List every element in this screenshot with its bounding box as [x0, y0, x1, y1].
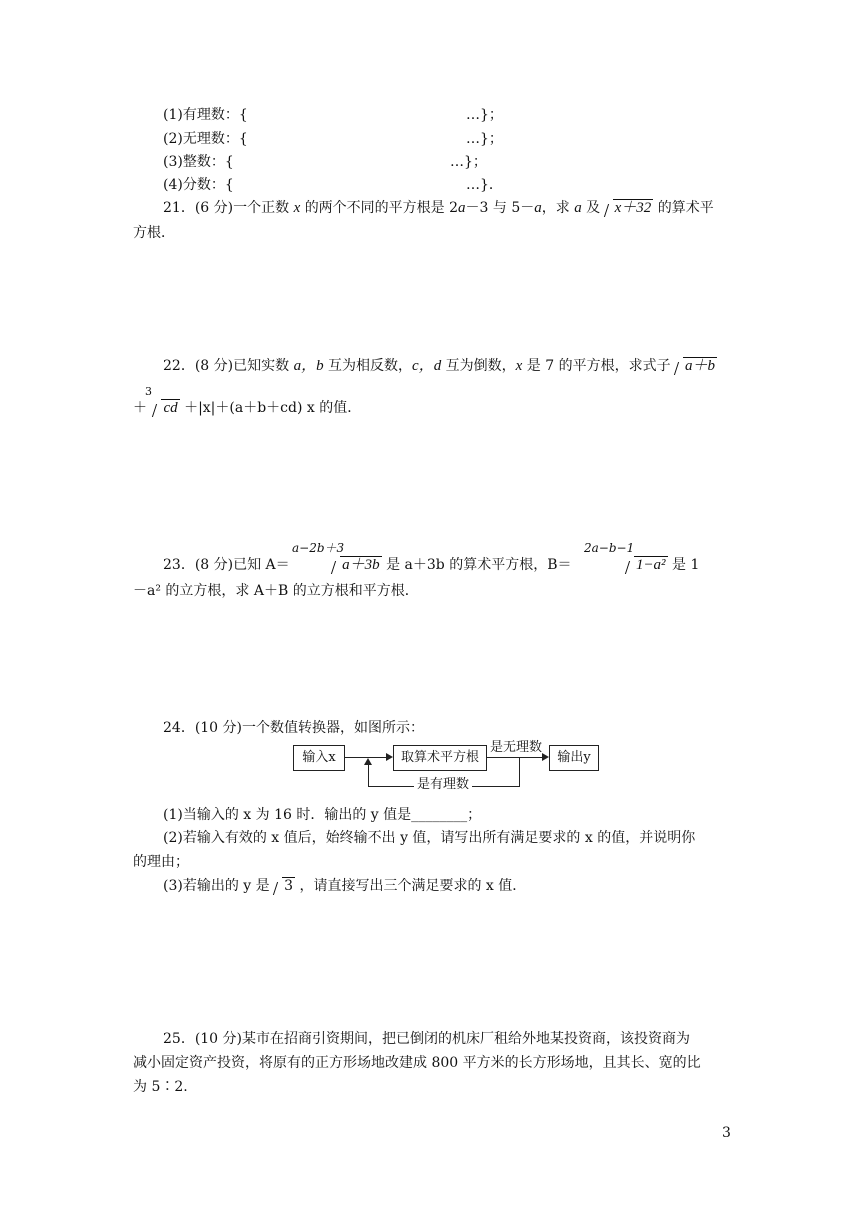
set-rational-label: (1)有理数：{ [163, 107, 248, 123]
q24-sub2-line2: 的理由； [133, 854, 189, 870]
q23-index-1: a−2b＋3 [292, 541, 345, 555]
flow-arrow-line-2 [486, 757, 542, 758]
set-fraction-tail: …}． [466, 177, 503, 193]
q22-radical-1: a＋b [685, 358, 716, 374]
q23-line2: －a² 的立方根，求 A＋B 的立方根和平方根． [133, 583, 419, 599]
q22-line2: ＋ cd ＋|x|＋(a＋b＋cd) x 的值． [133, 400, 362, 416]
q23-radical-1: a＋3b [342, 557, 380, 573]
set-fraction-label: (4)分数：{ [163, 177, 234, 193]
q24-line1: 24．(10 分)一个数值转换器，如图所示： [163, 720, 425, 736]
q24-sub3: (3)若输出的 y 是 3 ，请直接写出三个满足要求的 x 值． [163, 878, 527, 894]
set-integer-label: (3)整数：{ [163, 154, 234, 170]
flow-label-rational: 是有理数 [414, 778, 472, 792]
flow-loop-up [368, 764, 369, 787]
q23-line1: 23．(8 分)已知 A＝ a＋3b 是 a＋3b 的算术平方根，B＝ 1−a² 是 1 [163, 557, 700, 573]
q22-radical-2: cd [163, 400, 178, 416]
flow-arrowhead-1 [386, 753, 393, 761]
q25-line2: 减小固定资产投资，将原有的正方形场地改建成 800 平方米的长方形场地，且其长、宽的比 [133, 1055, 701, 1071]
flow-label-irrational: 是无理数 [490, 740, 543, 755]
q23-index-2: 2a−b−1 [584, 541, 635, 555]
set-rational-tail: …}； [466, 107, 503, 123]
flow-arrowhead-loop [364, 758, 372, 765]
q22-line1: 22．(8 分)已知实数 a，b 互为相反数，c，d 互为倒数，x 是 7 的平方根，求式子 a＋b [163, 358, 716, 374]
set-irrational-tail: …}； [466, 131, 503, 147]
set-integer-tail: …}； [450, 154, 487, 170]
flow-loop-down [519, 758, 520, 786]
q24-sub2-line1: (2)若输入有效的 x 值后，始终输不出 y 值，请写出所有满足要求的 x 的值，并说明你 [163, 830, 696, 846]
flow-output-box: 输出y [549, 745, 599, 771]
q21-radical: x＋32 [614, 200, 652, 216]
q24-sub1: (1)当输入的 x 为 16 时．输出的 y 值是________； [163, 807, 482, 823]
flow-input-box: 输入x [293, 745, 345, 771]
q21-line2: 方根． [133, 225, 175, 241]
flow-sqrt-box: 取算术平方根 [393, 745, 487, 771]
q22-cube-index: 3 [145, 385, 152, 398]
flow-arrowhead-2 [542, 753, 549, 761]
page-number: 3 [722, 1125, 731, 1141]
q25-line1: 25．(10 分)某市在招商引资期间，把已倒闭的机床厂租给外地某投资商，该投资商为 [163, 1031, 691, 1047]
q21-line1: 21．(6 分)一个正数 x 的两个不同的平方根是 2a－3 与 5－a，求 a 及 x＋32 的算术平 [163, 200, 714, 216]
q24-radical: 3 [284, 878, 294, 894]
q25-line3: 为 5∶2. [133, 1079, 188, 1095]
q23-radical-2: 1−a² [635, 557, 666, 573]
set-irrational-label: (2)无理数：{ [163, 131, 248, 147]
